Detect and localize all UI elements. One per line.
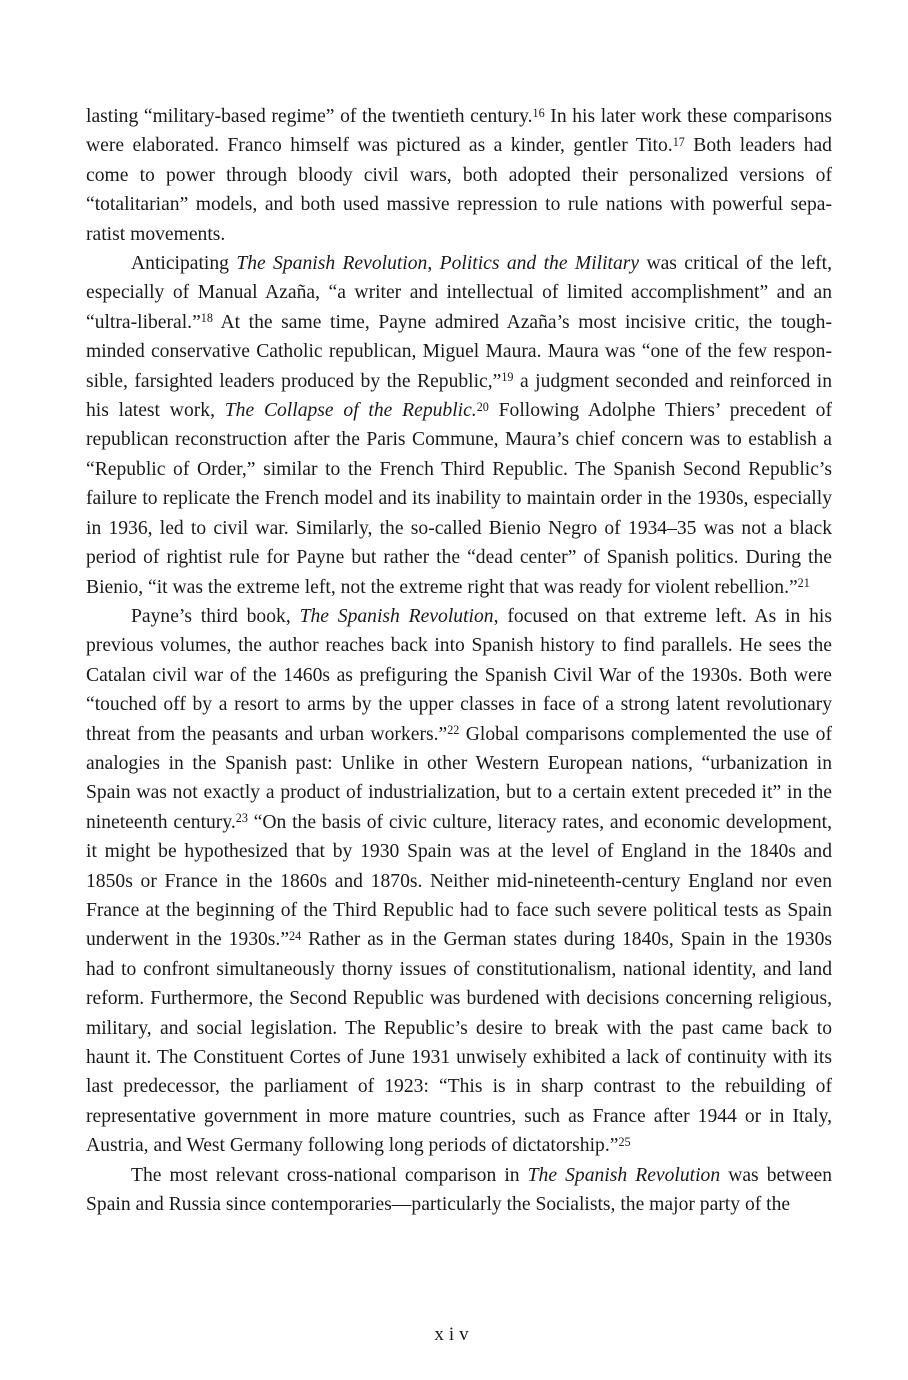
- footnote-ref-21[interactable]: 21: [797, 576, 810, 591]
- paragraph-3: [86, 602, 832, 1161]
- book-title: The Collapse of the Republic.: [224, 400, 477, 422]
- text-run: Following Adolphe Thiers’ precedent of republican reconstruction after the Paris Commune, Maura’s chief concern was to establish a “Republic of Order,” similar to the French Third Republic. The Spanish Second Republic’s failure to replicate the French model and its inability to maintain order in the 1930s, especially in 1936, led to civil war. Similarly, the so-called Bienio Negro of 1934–35 was not a black period of rightist rule for Payne but rather the “dead center” of Spanish politics. During the Bienio, “it was the extreme left, not the extreme right that was ready for violent rebellion.”: [86, 400, 832, 598]
- book-title: Politics and the Military: [439, 253, 640, 275]
- book-title: The Spanish Revolution: [236, 253, 428, 275]
- paragraph-4: [86, 1161, 832, 1220]
- text-run: a judgment seconded and reinforced in his latest work,: [86, 370, 832, 422]
- footnote-ref-20[interactable]: 20: [476, 399, 489, 414]
- text-run: “On the basis of civic culture, literacy rates, and economic development, it might be hypothesized that by 1930 Spain was at the level of England in the 1840s and 1850s or France in the 1860s and 1870s. Neither mid-nineteenth-century England nor even France at the beginning of the Third Republic had to face such severe political tests as Spain underwent in the 1930s.”: [86, 811, 832, 951]
- footnote-ref-22[interactable]: 22: [447, 723, 460, 738]
- text-run: At the same time, Payne admired Azaña’s most incisive critic, the tough-minded conservative Catholic republican, Miguel Maura. Maura was “one of the few responsible, farsighted leaders produced by the Republic,”: [86, 311, 832, 392]
- footnote-ref-23[interactable]: 23: [235, 811, 248, 826]
- text-run: was between Spain and Russia since contemporaries—particularly the Socialists, the major party of the: [86, 1164, 833, 1216]
- text-run: lasting “military-based regime” of the twentieth century.: [86, 106, 533, 127]
- text-run: was critical of the left, especially of Manual Azaña, “a writer and intellectual of limited accomplishment” and an “ultra-liberal.”: [86, 253, 833, 333]
- footnote-ref-19[interactable]: 19: [501, 370, 514, 385]
- text-run: Both leaders had come to power through bloody civil wars, both adopted their personalized versions of “totalitarian” models, and both used massive repression to rule nations with powerful separatist movements.: [86, 135, 832, 245]
- footnote-ref-25[interactable]: 25: [618, 1134, 631, 1149]
- book-title: The Spanish Revolution: [527, 1164, 721, 1186]
- text-run: Rather as in the German states during 1840s, Spain in the 1930s had to confront simultaneously thorny issues of constitutionalism, national identity, and land reform. Furthermore, the Second Republic was burdened with decisions concerning religious, military, and social legislation. The Republic’s desire to break with the past came back to haunt it. The Constituent Cortes of June 1931 unwisely exhibited a lack of continuity with its last predecessor, the parliament of 1923: “This is in sharp contrast to the rebuilding of representative government in more mature countries, such as France after 1944 or in Italy, Austria, and West Germany following long periods of dictatorship.”: [86, 929, 832, 1157]
- text-run: In his later work these comparisons were elaborated. Franco himself was pictured as a kinder, gentler Tito.: [86, 106, 832, 157]
- text-run: , focused on that extreme left. As in his previous volumes, the author reaches back into Spanish history to find parallels. He sees the Catalan civil war of the 1460s as prefiguring the Spanish Civil War of the 1930s. Both were “touched off by a resort to arms by the upper classes in face of a strong latent revolutionary threat from the peasants and urban workers.”: [86, 605, 832, 745]
- text-run: Global comparisons complemented the use of analogies in the Spanish past: Unlike in other Western European nations, “urbanization in Spain was not exactly a product of industrialization, but to a certain extent preceded it” in the nineteenth century.: [86, 723, 833, 833]
- page-body: [86, 102, 832, 1219]
- footnote-ref-16[interactable]: 16: [532, 105, 545, 120]
- footnote-ref-18[interactable]: 18: [200, 311, 213, 326]
- footnote-ref-17[interactable]: 17: [672, 134, 685, 149]
- paragraph-1: [86, 102, 832, 249]
- text-run: The most relevant cross-national comparison in: [131, 1164, 528, 1186]
- book-title: The Spanish Revolution: [299, 605, 494, 627]
- page-number: xiv: [434, 1324, 474, 1345]
- text-run: ,: [427, 253, 440, 275]
- text-run: Anticipating: [131, 253, 237, 275]
- footnote-ref-24[interactable]: 24: [289, 928, 302, 943]
- paragraph-2: [86, 249, 832, 602]
- text-run: Payne’s third book,: [131, 605, 300, 627]
